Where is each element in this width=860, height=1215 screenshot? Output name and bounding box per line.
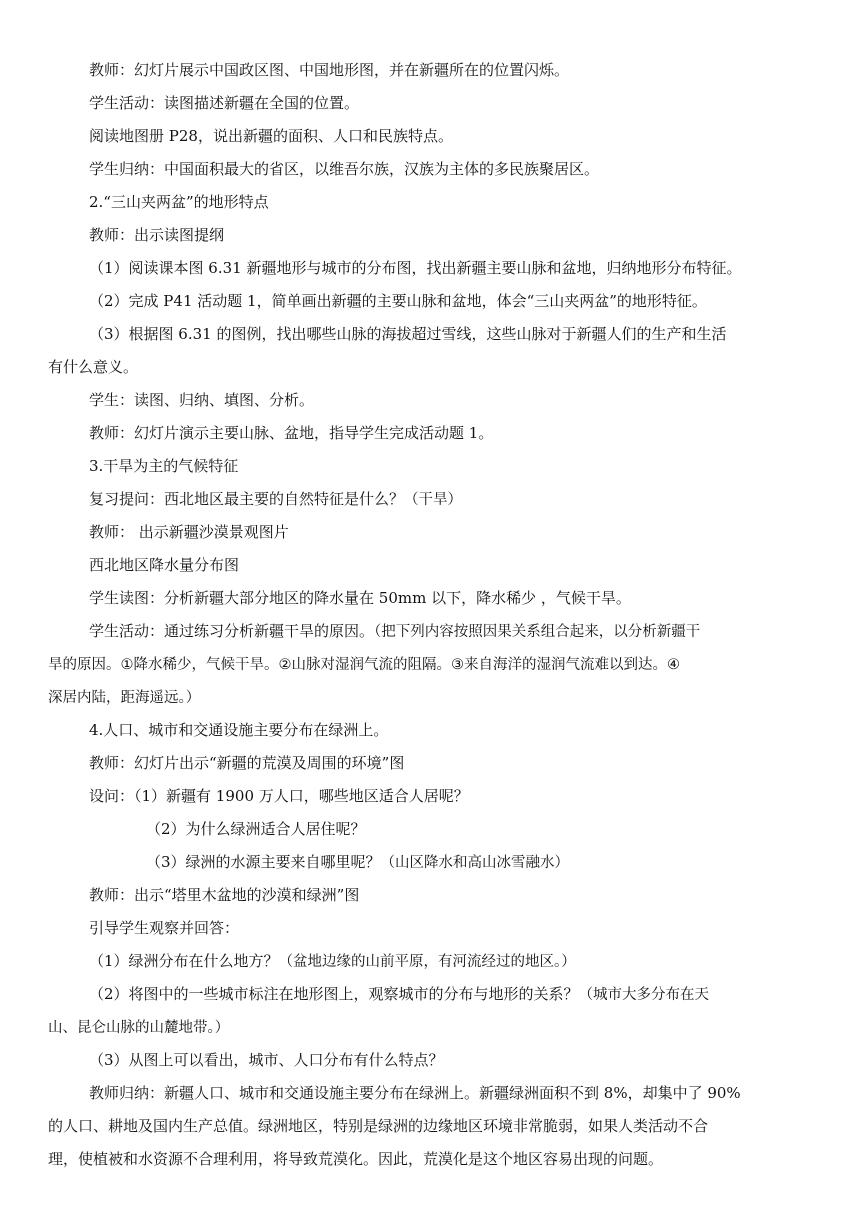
text-line: 学生归纳：中国面积最大的省区，以维吾尔族，汉族为主体的多民族聚居区。 [89,160,600,178]
text-line: （1）阅读课本图 6.31 新疆地形与城市的分布图，找出新疆主要山脉和盆地，归纳地形分布特征。 [89,259,742,277]
section-heading: 2.“三山夹两盆”的地形特点 [89,193,269,211]
text-line: 学生读图：分析新疆大部分地区的降水量在 50mm 以下，降水稀少 ，气候干旱。 [89,589,631,607]
text-line: 教师：幻灯片出示“新疆的荒漠及周围的环境”图 [89,754,405,772]
text-line: 教师归纳：新疆人口、城市和交通设施主要分布在绿洲上。新疆绿洲面积不到 8%，却集中了 90% [89,1084,741,1102]
text-line: （2）将图中的一些城市标注在地形图上，观察城市的分布与地形的关系？（城市大多分布在天 [89,985,710,1003]
text-line: 引导学生观察并回答： [89,919,240,937]
text-line: （2）为什么绿洲适合人居住呢？ [146,820,366,838]
text-line: 有什么意义。 [48,358,139,376]
text-line: （2）完成 P41 活动题 1，简单画出新疆的主要山脉和盆地，体会“三山夹两盆”的地形特征。 [89,292,707,310]
text-line: 教师：出示“塔里木盆地的沙漠和绿洲”图 [89,886,360,904]
text-line: 深居内陆，距海遥远。） [48,690,201,706]
text-line: 的人口、耕地及国内生产总值。绿洲地区，特别是绿洲的边缘地区环境非常脆弱，如果人类活动不合 [48,1117,709,1135]
text-line: 学生活动：通过练习分析新疆干旱的原因。（把下列内容按照因果关系组合起来，以分析新疆干 [89,622,701,640]
text-line: （3）从图上可以看出，城市、人口分布有什么特点？ [89,1051,444,1069]
text-line: 西北地区降水量分布图 [89,556,240,574]
text-line: 教师： 出示新疆沙漠景观图片 [89,523,289,541]
text-line: （3）根据图 6.31 的图例，找出哪些山脉的海拔超过雪线，这些山脉对于新疆人们的生产和生活 [89,325,727,343]
text-line: （1）绿洲分布在什么地方？（盆地边缘的山前平原，有河流经过的地区。） [89,952,576,970]
text-line: 学生活动：读图描述新疆在全国的位置。 [89,94,360,112]
text-line: （3）绿洲的水源主要来自哪里呢？（山区降水和高山冰雪融水） [146,853,570,871]
text-line: 复习提问：西北地区最主要的自然特征是什么？（干旱） [89,490,463,508]
text-line: 旱的原因。①降水稀少，气候干旱。②山脉对湿润气流的阻隔。③来自海洋的湿润气流难以到达。④ [48,657,680,673]
text-line: 阅读地图册 P28，说出新疆的面积、人口和民族特点。 [89,127,453,145]
text-line: 教师：幻灯片展示中国政区图、中国地形图，并在新疆所在的位置闪烁。 [89,61,570,79]
text-line: 理，使植被和水资源不合理利用，将导致荒漠化。因此，荒漠化是这个地区容易出现的问题。 [48,1150,664,1168]
text-line: 山、昆仑山脉的山麓地带。） [48,1020,230,1036]
section-heading: 4.人口、城市和交通设施主要分布在绿洲上。 [89,721,389,739]
text-line: 学生：读图、归纳、填图、分析。 [89,391,315,409]
section-heading: 3.干旱为主的气候特征 [89,457,239,475]
text-line: 教师：幻灯片演示主要山脉、盆地，指导学生完成活动题 1。 [89,424,494,442]
text-line: 设问：（1）新疆有 1900 万人口，哪些地区适合人居呢？ [89,787,469,805]
text-line: 教师：出示读图提纲 [89,226,225,244]
